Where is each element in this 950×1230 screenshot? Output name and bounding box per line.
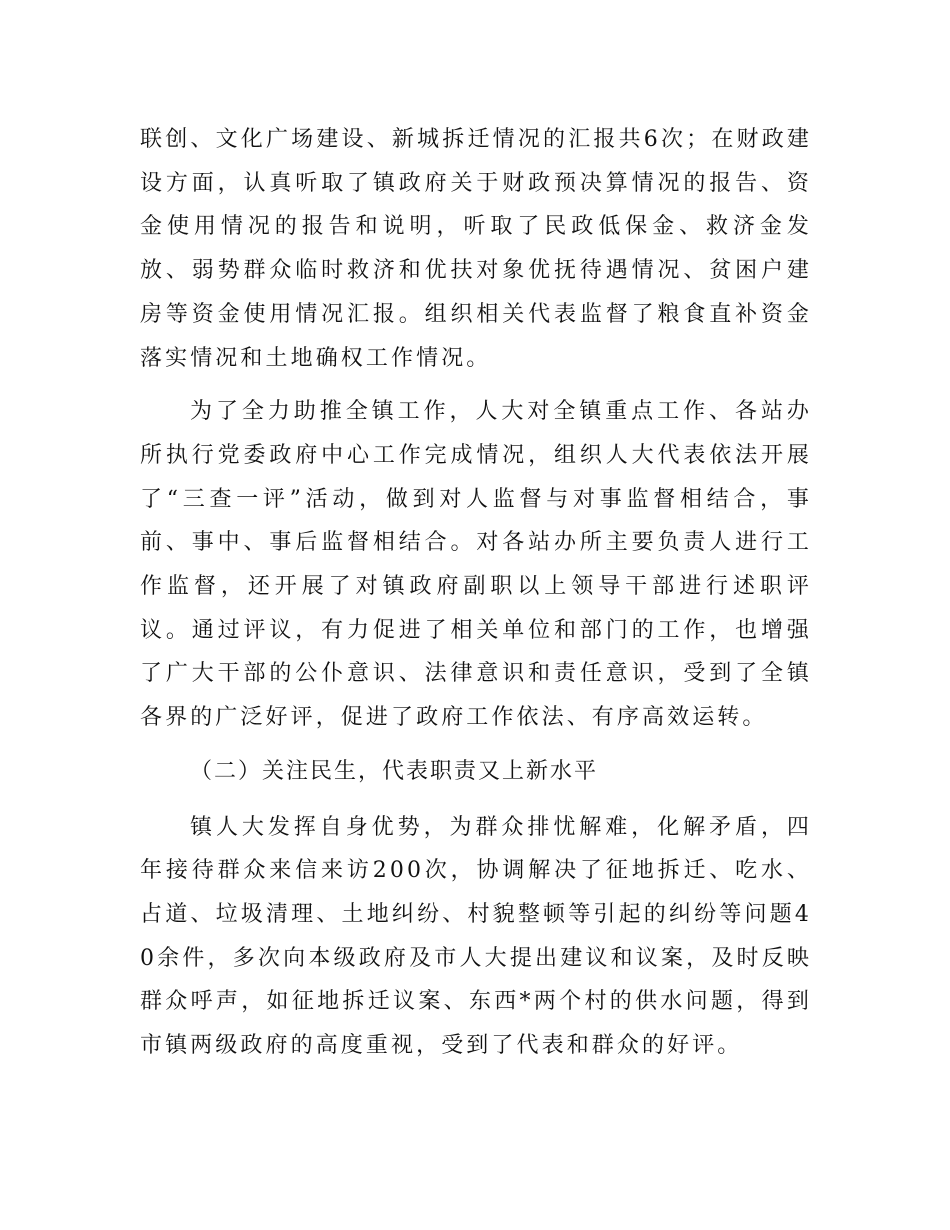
paragraph-work-evaluation: 为了全力助推全镇工作，人大对全镇重点工作、各站办所执行党委政府中心工作完成情况，组织人大代表依法开展了“三查一评”活动，做到对人监督与对事监督相结合，事前、事中、事后监督相结合。对各站办所主要负责人进行工作监督，还开展了对镇政府副职以上领导干部进行述职评议。通过评议，有力促进了相关单位和部门的工作，也增强了广大干部的公仆意识、法律意识和责任意识，受到了全镇各界的广泛好评，促进了政府工作依法、有序高效运转。 [140,399,812,731]
document-body [140,118,812,1078]
paragraph-public-livelihood: 镇人大发挥自身优势，为群众排忧解难，化解矛盾，四年接待群众来信来访200次，协调解决了征地拆迁、吃水、占道、垃圾清理、土地纠纷、村貌整顿等引起的纠纷等问题40余件，多次向本级政府及市人大提出建议和议案，及时反映群众呼声，如征地拆迁议案、东西*两个村的供水问题，得到市镇两级政府的高度重视，受到了代表和群众的好评。 [140,814,812,1059]
section-heading: （二）关注民生，代表职责又上新水平 [190,758,599,784]
paragraph-finance-supervision: 联创、文化广场建设、新城拆迁情况的汇报共6次；在财政建设方面，认真听取了镇政府关于财政预决算情况的报告、资金使用情况的报告和说明，听取了民政低保金、救济金发放、弱势群众临时救济和优扶对象优抚待遇情况、贫困户建房等资金使用情况汇报。组织相关代表监督了粮食直补资金落实情况和土地确权工作情况。 [140,127,812,371]
